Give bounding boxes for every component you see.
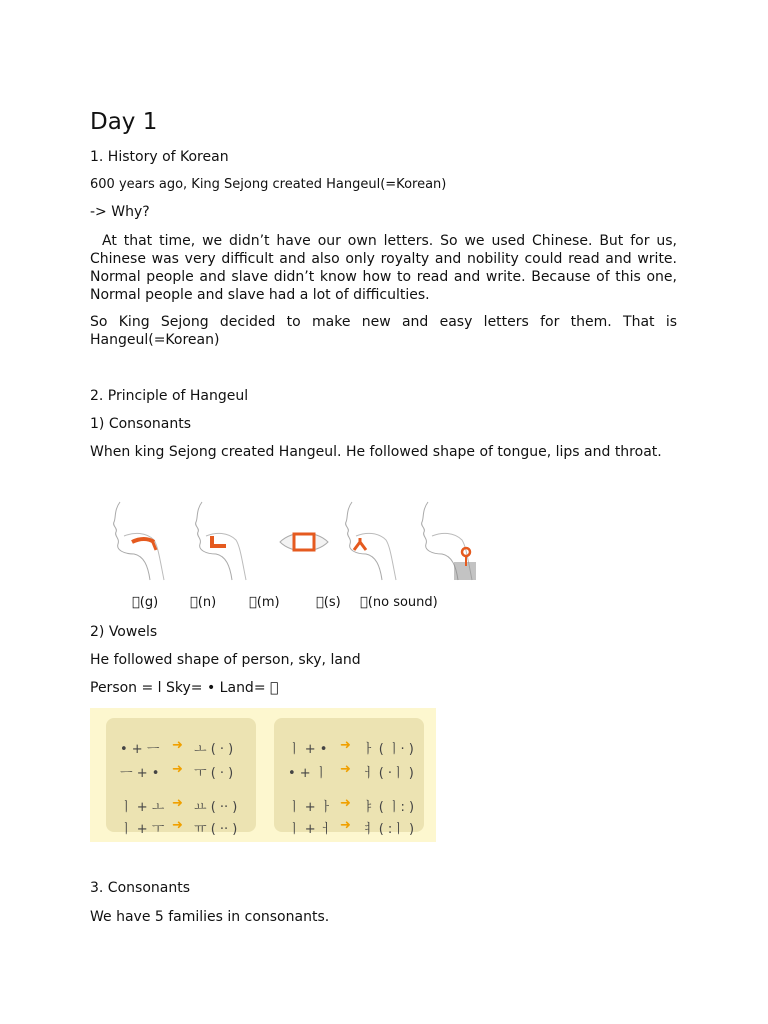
vowel-formula: ㅣ + • <box>288 742 328 757</box>
vowel-result: ㅗ ( · ) <box>194 742 234 757</box>
label-n:  (n) <box>190 595 217 610</box>
mouth-n-diagram <box>192 500 262 582</box>
vowel-row <box>274 738 424 758</box>
arrow-icon: ➜ <box>340 738 351 753</box>
vowel-result: ㅕ ( :ㅣ ) <box>362 822 415 837</box>
vowel-row <box>106 818 256 838</box>
vowels-subheading: 2) Vowels <box>90 624 158 640</box>
arrow-icon: ➜ <box>172 796 183 811</box>
section-1-subtitle: 600 years ago, King Sejong created Hangeul(=Korean) <box>90 177 447 192</box>
arrow-icon: ➜ <box>340 762 351 777</box>
vowel-formula: ㅣ + ㅗ <box>120 800 165 815</box>
vowel-formula: • + ㅡ <box>120 742 160 757</box>
vowel-formula: ㅣ + ㅜ <box>120 822 165 837</box>
vowel-box-left <box>106 718 256 837</box>
history-paragraph: At that time, we didn’t have our own letters. So we used Chinese. But for us, Chinese was very difficult and also only royalty and nobility could read and write. Normal people and slave didn’t know how to read and write. Because of this one, Normal people and slave had a lot of difficulties. <box>90 233 677 303</box>
arrow-icon: ➜ <box>172 738 183 753</box>
why-line: -> Why? <box>90 204 150 220</box>
section-3-text: We have 5 families in consonants. <box>90 909 330 925</box>
section-2-heading: 2. Principle of Hangeul <box>90 388 249 404</box>
vowel-result: ㅠ ( ·· ) <box>194 822 238 837</box>
vowel-formula: ㅣ + ㅓ <box>288 822 333 837</box>
mouth-ng-diagram <box>418 500 490 582</box>
label-m:  (m) <box>249 595 280 610</box>
label-no-sound:  (no sound) <box>360 595 438 610</box>
vowel-formula: ㅣ + ㅏ <box>288 800 333 815</box>
section-1-heading: 1. History of Korean <box>90 149 229 165</box>
vowel-composition-chart <box>90 708 436 842</box>
sejong-paragraph: So King Sejong decided to make new and easy letters for them. That is Hangeul(=Korean) <box>90 314 677 348</box>
vowel-row <box>274 762 424 782</box>
vowels-elements-line: Person = l Sky= • Land=   <box>90 680 279 696</box>
mouth-g-diagram <box>110 500 180 582</box>
label-s:  (s) <box>316 595 341 610</box>
arrow-icon: ➜ <box>340 818 351 833</box>
arrow-icon: ➜ <box>340 796 351 811</box>
vowel-row <box>274 818 424 838</box>
vowel-result: ㅏ ( ㅣ· ) <box>362 742 414 757</box>
consonant-mouth-diagrams <box>110 500 490 582</box>
arrow-icon: ➜ <box>172 762 183 777</box>
vowel-box-right <box>274 718 424 837</box>
vowel-result: ㅑ ( ㅣ: ) <box>362 800 415 815</box>
consonants-text: When king Sejong created Hangeul. He followed shape of tongue, lips and throat. <box>90 444 662 460</box>
vowel-formula: ㅡ + • <box>120 766 160 781</box>
vowel-row <box>106 762 256 782</box>
consonants-subheading: 1) Consonants <box>90 416 192 432</box>
mouth-s-diagram <box>342 500 412 582</box>
vowel-formula: • + ㅣ <box>288 766 328 781</box>
vowel-result: ㅓ ( ·ㅣ ) <box>362 766 414 781</box>
label-g:  (g) <box>132 595 159 610</box>
vowel-row <box>274 796 424 816</box>
vowel-row <box>106 796 256 816</box>
vowel-result: ㅛ ( ·· ) <box>194 800 238 815</box>
arrow-icon: ➜ <box>172 818 183 833</box>
mouth-m-diagram <box>278 500 330 582</box>
vowel-row <box>106 738 256 758</box>
vowel-result: ㅜ ( · ) <box>194 766 234 781</box>
vowels-text: He followed shape of person, sky, land <box>90 652 361 668</box>
section-3-heading: 3. Consonants <box>90 880 190 896</box>
page-title: Day 1 <box>90 109 158 135</box>
